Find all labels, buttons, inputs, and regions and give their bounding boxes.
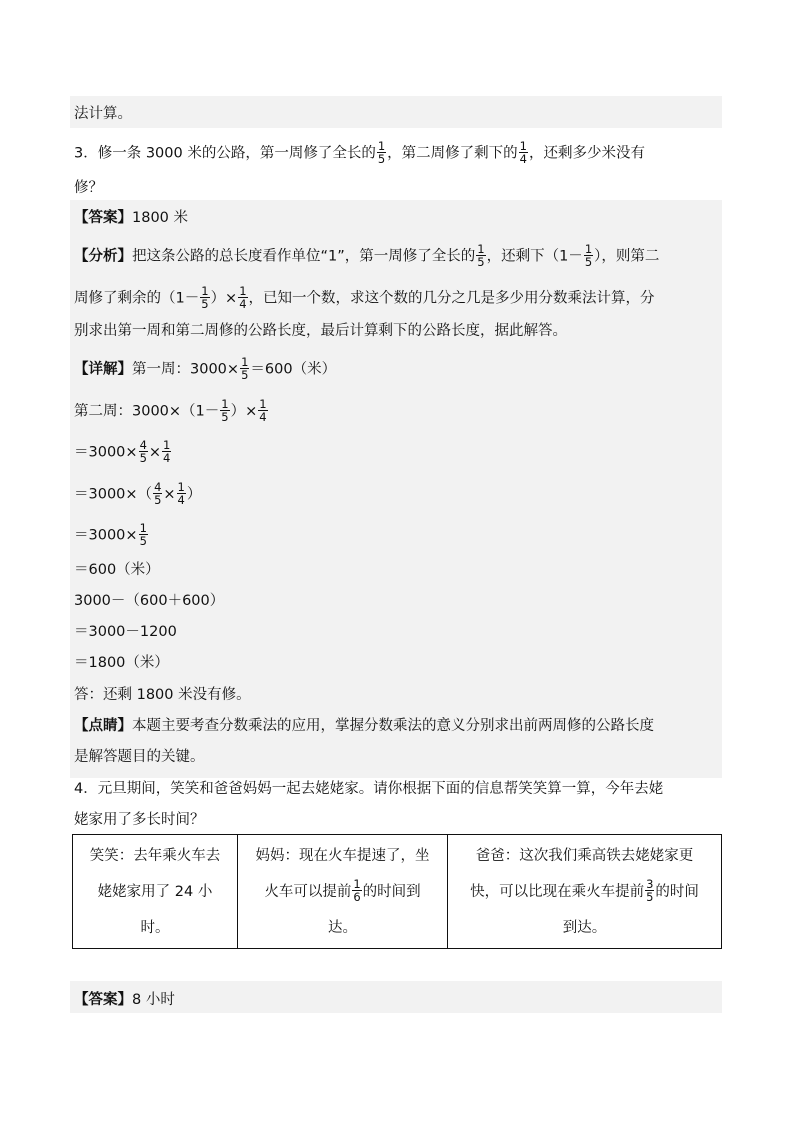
answer-4: 【答案】8 小时 — [74, 992, 175, 1008]
info-table — [72, 834, 722, 949]
detail-3-line-1: 【详解】第一周：3000× $\frac{1}{5}$ ＝600（米） — [74, 355, 337, 382]
fraction: $\frac{1}{5}$ — [584, 242, 593, 269]
fraction: $\frac{4}{5}$ — [154, 480, 162, 507]
answer-3: 【答案】1800 米 — [74, 210, 189, 226]
fraction: $\frac{1}{5}$ — [241, 355, 249, 382]
question-4-line-2: 姥家用了多长时间？ — [74, 812, 205, 828]
detail-3-answer: 答：还剩 1800 米没有修。 — [74, 687, 251, 703]
detail-3-line-9: ＝1800（米） — [74, 655, 169, 671]
analysis-3-line-3: 别求出第一周和第二周修的公路长度，最后计算剩下的公路长度，据此解答。 — [74, 323, 567, 339]
detail-3-line-3: ＝3000× $\frac{4}{5}$ × $\frac{1}{4}$ — [74, 438, 171, 465]
question-3-line-1: 3．修一条 3000 米的公路，第一周修了全长的 $\frac{1}{5}$ ，第二周修了剩下的 $\frac{1}{4}$ ，还剩多少米没有 — [74, 139, 645, 166]
fraction: $\frac{1}{5}$ — [221, 397, 229, 424]
fraction: $\frac{1}{6}$ — [353, 877, 361, 904]
fraction: $\frac{3}{5}$ — [646, 877, 654, 904]
detail-3-line-7: 3000－（600＋600） — [74, 593, 225, 609]
xiaoxiao-cell: 笑笑：去年乘火车去 姥姥家用了 24 小 时。 — [73, 835, 238, 949]
fraction: $\frac{1}{5}$ — [201, 284, 209, 311]
detail-3-line-2: 第二周：3000×（1－ $\frac{1}{5}$ ）× $\frac{1}{4}$ — [74, 397, 267, 424]
fraction: $\frac{1}{5}$ — [377, 139, 386, 166]
fraction: $\frac{1}{4}$ — [259, 397, 267, 424]
detail-3-line-8: ＝3000－1200 — [74, 624, 177, 640]
mom-cell: 妈妈：现在火车提速了，坐 火车可以提前 $\frac{1}{6}$ 的时间到 达。 — [238, 835, 448, 949]
answer-band-top — [70, 96, 722, 128]
fraction: $\frac{1}{4}$ — [177, 480, 185, 507]
analysis-3-line-1: 【分析】把这条公路的总长度看作单位“1”，第一周修了全长的 $\frac{1}{5}$ ，还剩下（1－ $\frac{1}{5}$ ），则第二 — [74, 242, 660, 269]
question-4-line-1: 4．元旦期间，笑笑和爸爸妈妈一起去姥姥家。请你根据下面的信息帮笑笑算一算，今年去姥 — [74, 781, 664, 797]
fraction: $\frac{1}{4}$ — [519, 139, 527, 166]
comment-3-line-2: 是解答题目的关键。 — [74, 749, 205, 765]
question-3-line-2: 修？ — [74, 180, 103, 196]
dad-cell: 爸爸：这次我们乘高铁去姥姥家更 快，可以比现在乘火车提前 $\frac{3}{5}$ 的时间 到达。 — [448, 835, 722, 949]
fraction: $\frac{1}{5}$ — [477, 242, 485, 269]
detail-3-line-4: ＝3000×（ $\frac{4}{5}$ × $\frac{1}{4}$ ） — [74, 480, 202, 507]
detail-3-line-6: ＝600（米） — [74, 562, 160, 578]
detail-3-line-5: ＝3000× $\frac{1}{5}$ — [74, 521, 147, 548]
fraction: $\frac{1}{4}$ — [163, 438, 171, 465]
fraction: $\frac{4}{5}$ — [139, 438, 147, 465]
fraction: $\frac{1}{5}$ — [139, 521, 147, 548]
comment-3-line-1: 【点睛】本题主要考查分数乘法的应用，掌握分数乘法的意义分别求出前两周修的公路长度 — [74, 718, 654, 734]
analysis-3-line-2: 周修了剩余的（1－ $\frac{1}{5}$ ）× $\frac{1}{4}$ ，已知一个数，求这个数的几分之几是多少用分数乘法计算，分 — [74, 284, 655, 311]
fraction: $\frac{1}{4}$ — [239, 284, 247, 311]
previous-text-tail: 法计算。 — [74, 106, 132, 122]
